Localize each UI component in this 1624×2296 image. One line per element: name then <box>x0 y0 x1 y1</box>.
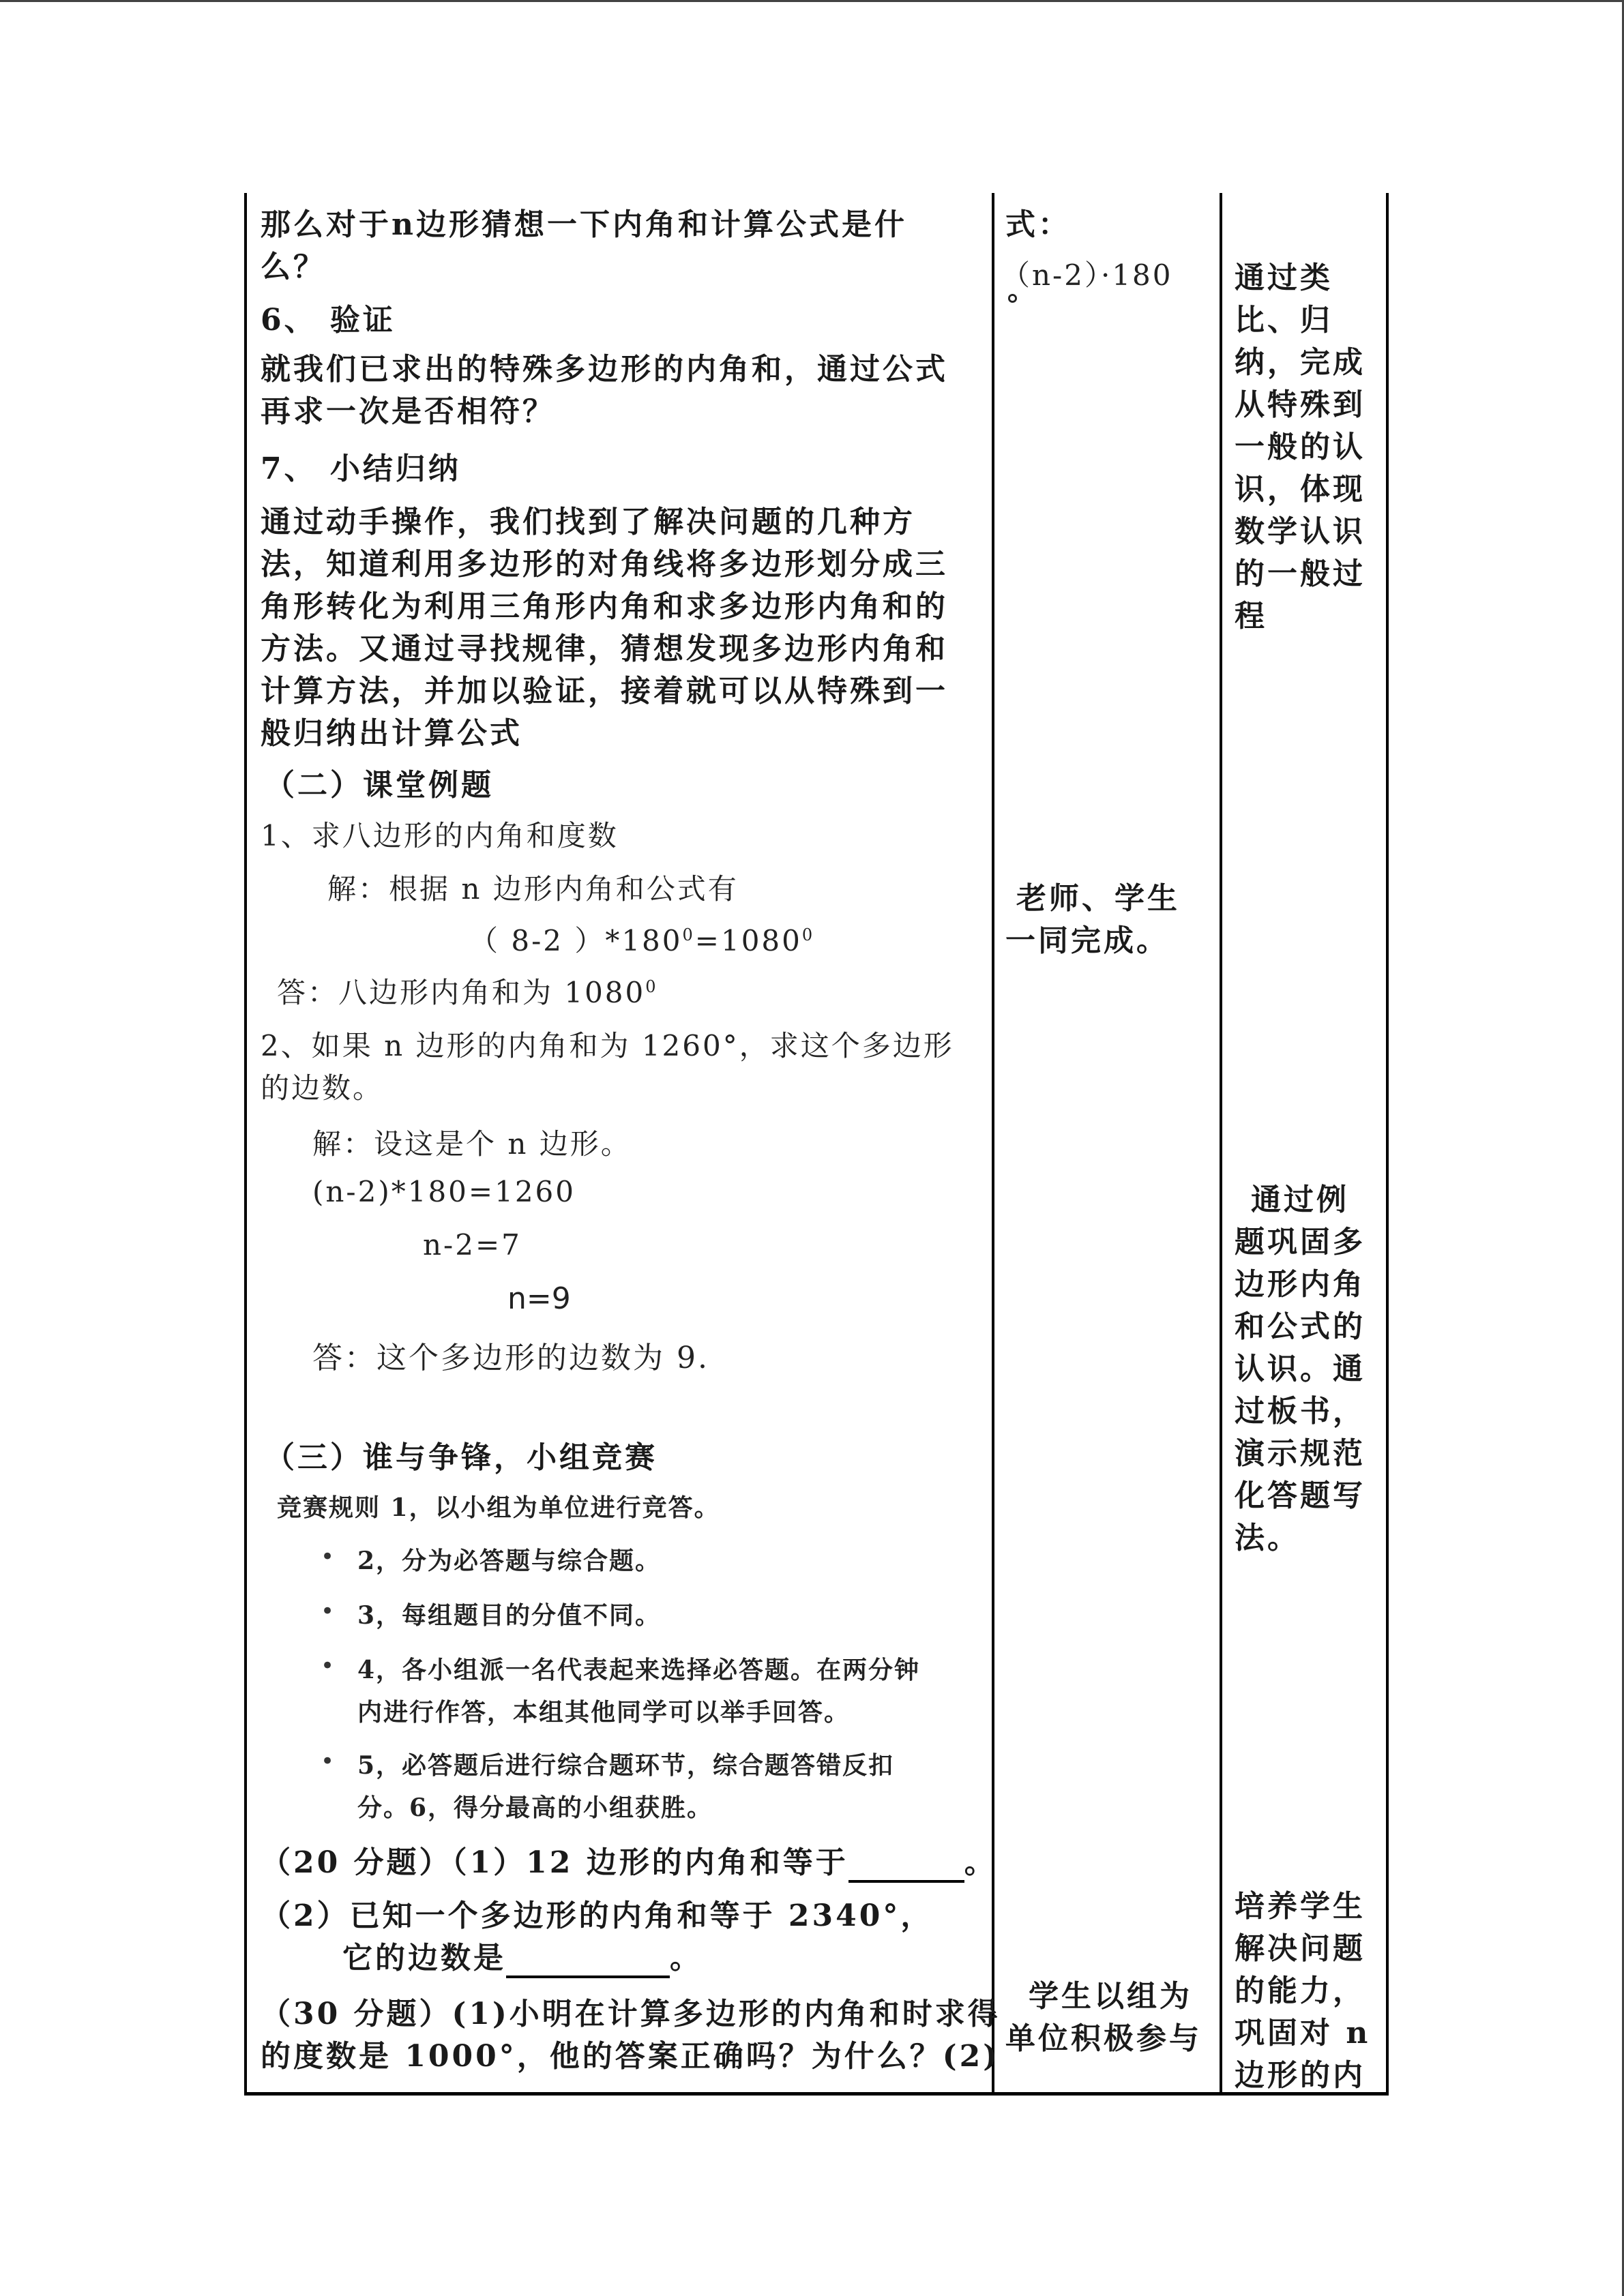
example-2-title: 2、如果 n 边形的内角和为 1260°，求这个多边形 <box>261 1029 954 1062</box>
answer-text: 答：八边形内角和为 1080 <box>277 976 646 1009</box>
intent-line: 一般的认 <box>1235 430 1365 464</box>
intent-line: 边形的内 <box>1235 2058 1365 2093</box>
bullet-icon: • <box>321 1652 335 1680</box>
step-heading-summary: 7、 小结归纳 <box>261 451 461 486</box>
content-line: 通过动手操作，我们找到了解决问题的几种方 <box>261 505 915 539</box>
example-2-title-cont: 的边数。 <box>261 1071 384 1105</box>
competition-rule: 竞赛规则 1，以小组为单位进行竞答。 <box>277 1493 720 1522</box>
content-line: 再求一次是否相符？ <box>261 394 555 429</box>
example-2-equation-1: (n-2)*180=1260 <box>312 1175 576 1208</box>
intent-line: 比、归 <box>1235 303 1333 338</box>
example-2-equation-2: n-2=7 <box>423 1228 522 1262</box>
bullet-icon: • <box>321 1748 335 1775</box>
content-line: 方法。又通过寻找规律，猜想发现多边形内角和 <box>261 631 948 666</box>
example-2-answer: 答：这个多边形的边数为 9. <box>312 1341 709 1375</box>
intent-line: 化答题写 <box>1235 1478 1365 1513</box>
question-text-end: 。 <box>964 1845 997 1880</box>
activity-text: 单位积极参与 <box>1005 2021 1202 2056</box>
table-border-bottom <box>244 2092 1389 2096</box>
intent-line: 巩固对 n <box>1235 2016 1371 2051</box>
table-border-right <box>1386 193 1389 2096</box>
example-1-solution: 解：根据 n 边形内角和公式有 <box>327 872 739 906</box>
step-heading-verify: 6、 验证 <box>261 303 396 338</box>
example-1-answer <box>277 970 658 1011</box>
intent-line: 的一般过 <box>1235 556 1365 591</box>
intent-line: 认识。通 <box>1235 1352 1365 1386</box>
degree-sup: 0 <box>645 977 658 996</box>
table-divider-1 <box>992 193 994 2096</box>
intent-line: 程 <box>1235 599 1267 633</box>
content-line: 法，知道利用多边形的对角线将多边形划分成三 <box>261 547 948 582</box>
intent-line: 法。 <box>1235 1521 1300 1555</box>
answer-blank <box>848 1845 964 1883</box>
formula-part: （ 8-2 ）*180 <box>469 924 683 957</box>
page-edge-top <box>0 0 1624 2</box>
question-text-end: 。 <box>670 1941 703 1976</box>
degree-sup: 0 <box>801 925 815 944</box>
question-20-part-1 <box>261 1838 997 1883</box>
activity-text: 一同完成。 <box>1005 923 1169 958</box>
content-line: 那么对于n边形猜想一下内角和计算公式是什 <box>261 207 907 242</box>
question-30-cont: 的度数是 1000°，他的答案正确吗？为什么？(2) <box>261 2039 1001 2074</box>
intent-line: 演示规范 <box>1235 1436 1365 1471</box>
competition-rule: 2，分为必答题与综合题。 <box>357 1547 662 1575</box>
intent-line: 题巩固多 <box>1235 1225 1365 1259</box>
content-line: 般归纳出计算公式 <box>261 716 522 751</box>
example-1-title: 1、求八边形的内角和度数 <box>261 819 619 852</box>
answer-blank <box>506 1941 670 1978</box>
competition-rule: 4，各小组派一名代表起来选择必答题。在两分钟 <box>357 1656 921 1684</box>
intent-line: 纳，完成 <box>1235 345 1365 380</box>
table-border-left <box>244 193 247 2096</box>
section-heading-competition: （三）谁与争锋，小组竞赛 <box>265 1440 658 1475</box>
activity-text: 学生以组为 <box>1029 1979 1192 2014</box>
example-2-solution: 解：设这是个 n 边形。 <box>312 1127 632 1161</box>
intent-line: 培养学生 <box>1235 1889 1365 1924</box>
competition-rule-cont: 分。6，得分最高的小组获胜。 <box>357 1793 713 1822</box>
content-line: 计算方法，并加以验证，接着就可以从特殊到一 <box>261 674 948 709</box>
formula-text: （n-2）·180 <box>1001 258 1173 292</box>
content-line: 么？ <box>261 250 326 284</box>
example-2-equation-3: n=9 <box>507 1281 571 1316</box>
degree-sup: 0 <box>682 925 695 944</box>
competition-rule: 5，必答题后进行综合题环节，综合题答错反扣 <box>357 1751 895 1780</box>
intent-line: 边形内角 <box>1235 1267 1365 1302</box>
table-divider-2 <box>1220 193 1222 2096</box>
competition-rule: 3，每组题目的分值不同。 <box>357 1601 662 1630</box>
formula-label: 式： <box>1005 207 1071 242</box>
formula-part: =1080 <box>694 924 802 957</box>
competition-rule-cont: 内进行作答，本组其他同学可以举手回答。 <box>357 1698 851 1727</box>
intent-line: 的能力， <box>1235 1973 1365 2008</box>
example-1-formula <box>469 919 814 959</box>
intent-line: 数学认识 <box>1235 514 1365 549</box>
bullet-icon: • <box>321 1598 335 1625</box>
content-line: 就我们已求出的特殊多边形的内角和，通过公式 <box>261 352 948 387</box>
question-20-part-2: （2）已知一个多边形的内角和等于 2340°， <box>261 1898 934 1933</box>
question-20-part-2-cont <box>342 1933 703 1978</box>
lesson-table <box>244 193 1389 2096</box>
intent-line: 和公式的 <box>1235 1309 1365 1344</box>
intent-line: 识，体现 <box>1235 472 1365 507</box>
bullet-icon: • <box>321 1543 335 1570</box>
question-text: （20 分题）（1）12 边形的内角和等于 <box>261 1845 848 1880</box>
question-30: （30 分题）(1)小明在计算多边形的内角和时求得 <box>261 1997 1001 2031</box>
formula-degree: ° <box>1005 288 1022 322</box>
content-line: 角形转化为利用三角形内角和求多边形内角和的 <box>261 589 948 624</box>
intent-line: 过板书， <box>1235 1394 1365 1429</box>
intent-line: 从特殊到 <box>1235 387 1365 422</box>
intent-line: 通过类 <box>1235 260 1333 295</box>
intent-line: 通过例 <box>1251 1182 1349 1217</box>
activity-text: 老师、学生 <box>1016 881 1180 916</box>
intent-line: 解决问题 <box>1235 1931 1365 1966</box>
question-text: 它的边数是 <box>342 1941 506 1976</box>
section-heading-examples: （二）课堂例题 <box>265 768 494 803</box>
